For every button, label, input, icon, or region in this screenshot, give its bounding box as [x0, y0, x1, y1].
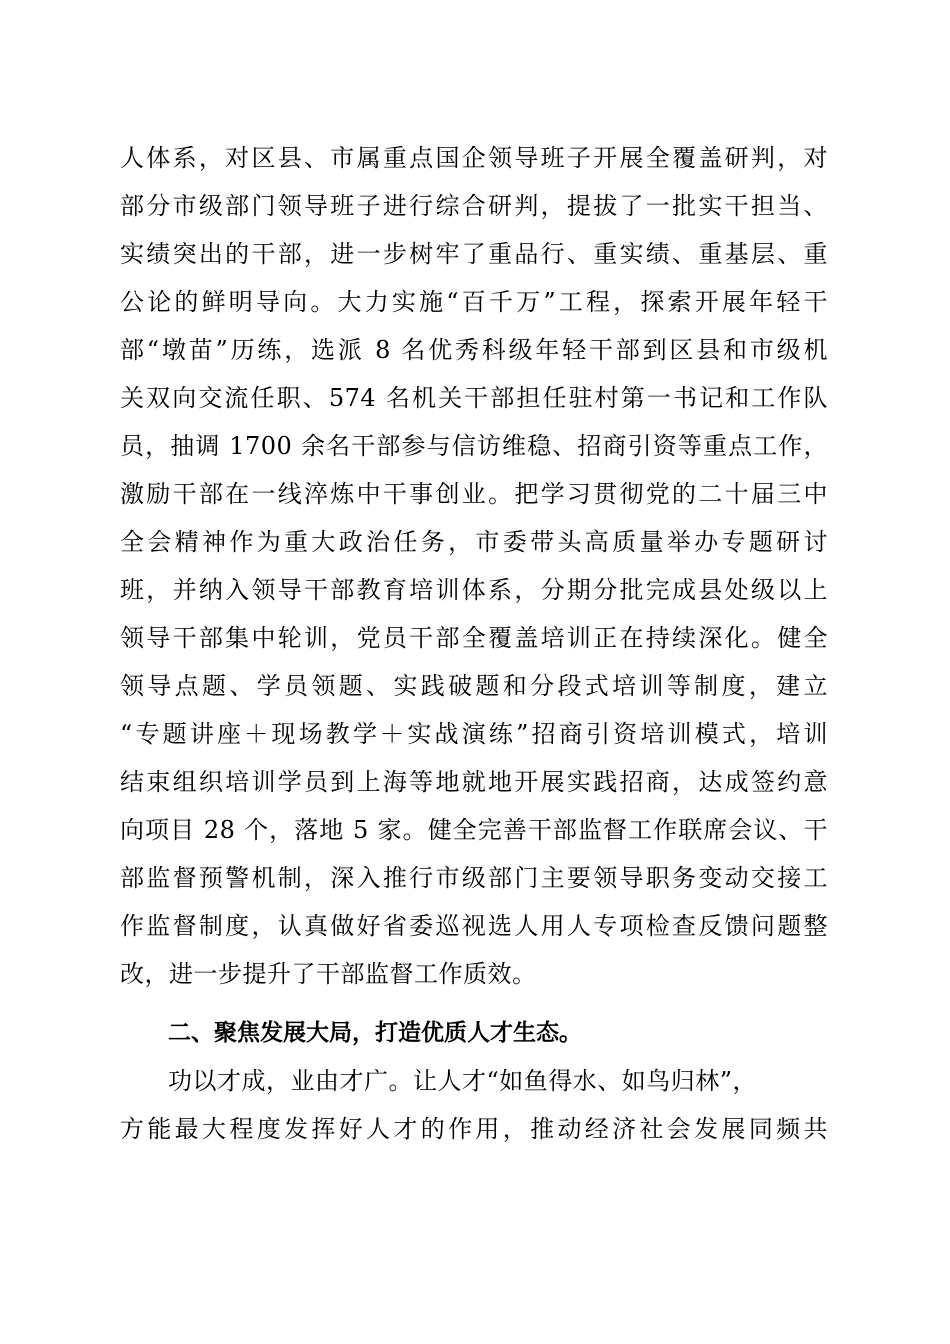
text-line: 员，抽调 1700 余名干部参与信访维稳、招商引资等重点工作， [120, 432, 828, 460]
text-line: “专题讲座＋现场教学＋实战演练”招商引资培训模式，培训 [120, 720, 828, 748]
text-line: 关双向交流任职、574 名机关干部担任驻村第一书记和工作队 [120, 384, 828, 412]
text-line: 部“墩苗”历练，选派 8 名优秀科级年轻干部到区县和市级机 [120, 336, 828, 364]
body-paragraph [120, 1057, 828, 1153]
text-line: 作监督制度，认真做好省委巡视选人用人专项检查反馈问题整 [120, 912, 828, 940]
text-line: 领导干部集中轮训，党员干部全覆盖培训正在持续深化。健全 [120, 624, 828, 652]
text-line: 功以才成，业由才广。让人才“如鱼得水、如鸟归林”， [168, 1067, 758, 1095]
text-line: 向项目 28 个，落地 5 家。健全完善干部监督工作联席会议、干 [120, 816, 828, 844]
text-line: 激励干部在一线淬炼中干事创业。把学习贯彻党的二十届三中 [120, 480, 828, 508]
text-line: 部监督预警机制，深入推行市级部门主要领导职务变动交接工 [120, 864, 828, 892]
text-line: 公论的鲜明导向。大力实施“百千万”工程，探索开展年轻干 [120, 288, 828, 316]
text-line: 结束组织培训学员到上海等地就地开展实践招商，达成签约意 [120, 768, 828, 796]
text-line: 改，进一步提升了干部监督工作质效。 [120, 960, 537, 988]
text-line: 人体系，对区县、市属重点国企领导班子开展全覆盖研判，对 [120, 144, 828, 172]
body-paragraph-continued [120, 134, 828, 998]
text-line: 全会精神作为重大政治任务，市委带头高质量举办专题研讨 [120, 528, 828, 556]
text-line: 领导点题、学员领题、实践破题和分段式培训等制度，建立 [120, 672, 828, 700]
text-line: 班，并纳入领导干部教育培训体系，分期分批完成县处级以上 [120, 576, 828, 604]
section-heading: 二、聚焦发展大局，打造优质人才生态。 [168, 1020, 582, 1046]
text-line: 方能最大程度发挥好人才的作用，推动经济社会发展同频共 [120, 1115, 828, 1143]
text-line: 部分市级部门领导班子进行综合研判，提拔了一批实干担当、 [120, 192, 828, 220]
text-line: 实绩突出的干部，进一步树牢了重品行、重实绩、重基层、重 [120, 240, 828, 268]
